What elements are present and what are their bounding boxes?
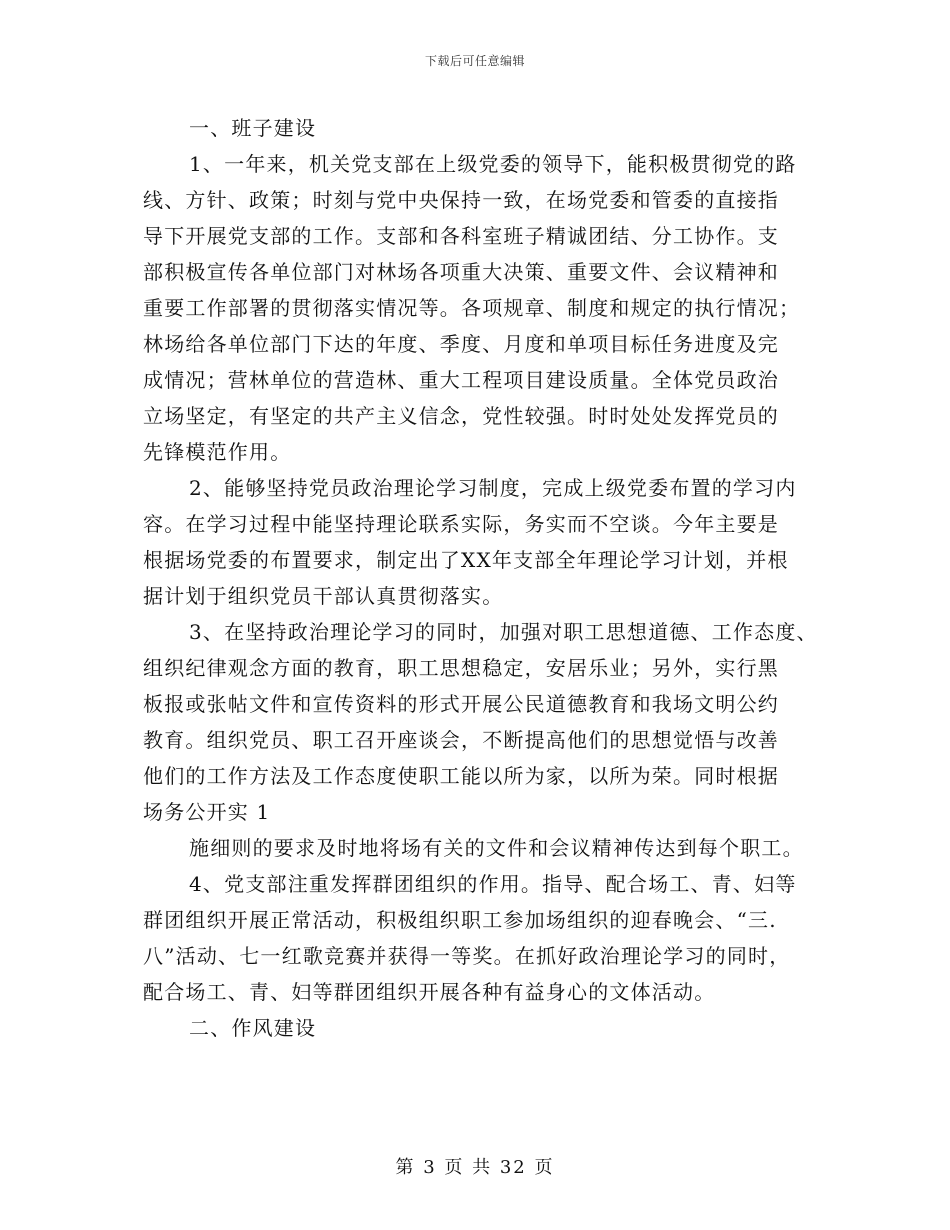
text-line: 组织纪律观念方面的教育，职工思想稳定，安居乐业；另外，实行黑 bbox=[143, 656, 779, 680]
text-line: 施细则的要求及时地将场有关的文件和会议精神传达到每个职工。 bbox=[189, 836, 804, 860]
text-line: 重要工作部署的贯彻落实情况等。各项规章、制度和规定的执行情况； bbox=[143, 296, 801, 320]
text-line: 根据场党委的布置要求，制定出了XX年支部全年理论学习计划，并根 bbox=[143, 548, 789, 572]
text-line: 他们的工作方法及工作态度使职工能以所为家，以所为荣。同时根据 bbox=[143, 764, 779, 788]
text-line: 容。在学习过程中能坚持理论联系实际，务实而不空谈。今年主要是 bbox=[143, 512, 779, 536]
text-line: 据计划于组织党员干部认真贯彻落实。 bbox=[143, 584, 504, 608]
text-line: 一、班子建设 bbox=[189, 116, 317, 140]
text-line: 场务公开实 1 bbox=[143, 800, 271, 824]
text-line: 1、一年来，机关党支部在上级党委的领导下，能积极贯彻党的路 bbox=[189, 152, 797, 176]
text-line: 教育。组织党员、职工召开座谈会，不断提高他们的思想觉悟与改善 bbox=[143, 728, 779, 752]
text-line: 配合场工、青、妇等群团组织开展各种有益身心的文体活动。 bbox=[143, 980, 716, 1004]
text-line: 先锋模范作用。 bbox=[143, 440, 292, 464]
text-line: 线、方针、政策；时刻与党中央保持一致，在场党委和管委的直接指 bbox=[143, 188, 779, 212]
text-line: 4、党支部注重发挥群团组织的作用。指导、配合场工、青、妇等 bbox=[189, 872, 797, 896]
text-line: 板报或张帖文件和宣传资料的形式开展公民道德教育和我场文明公约 bbox=[143, 692, 779, 716]
text-line: 二、作风建设 bbox=[189, 1016, 317, 1040]
text-line: 2、能够坚持党员政治理论学习制度，完成上级党委布置的学习内 bbox=[189, 476, 797, 500]
text-line: 成情况；营林单位的营造林、重大工程项目建设质量。全体党员政治 bbox=[143, 368, 779, 392]
text-line: 3、在坚持政治理论学习的同时，加强对职工思想道德、工作态度、 bbox=[189, 620, 818, 644]
text-line: 八”活动、七一红歌竞赛并获得一等奖。在抓好政治理论学习的同时， bbox=[143, 944, 791, 968]
text-line: 立场坚定，有坚定的共产主义信念，党性较强。时时处处发挥党员的 bbox=[143, 404, 779, 428]
text-line: 群团组织开展正常活动，积极组织职工参加场组织的迎春晚会、“三. bbox=[143, 908, 777, 932]
text-line: 导下开展党支部的工作。支部和各科室班子精诚团结、分工协作。支 bbox=[143, 224, 779, 248]
page-footer: 第 3 页 共 32 页 bbox=[395, 1157, 555, 1178]
text-line: 林场给各单位部门下达的年度、季度、月度和单项目标任务进度及完 bbox=[143, 332, 779, 356]
page-header-note: 下载后可任意编辑 bbox=[424, 54, 525, 68]
text-line: 部积极宣传各单位部门对林场各项重大决策、重要文件、会议精神和 bbox=[143, 260, 779, 284]
document-body bbox=[143, 110, 833, 1046]
